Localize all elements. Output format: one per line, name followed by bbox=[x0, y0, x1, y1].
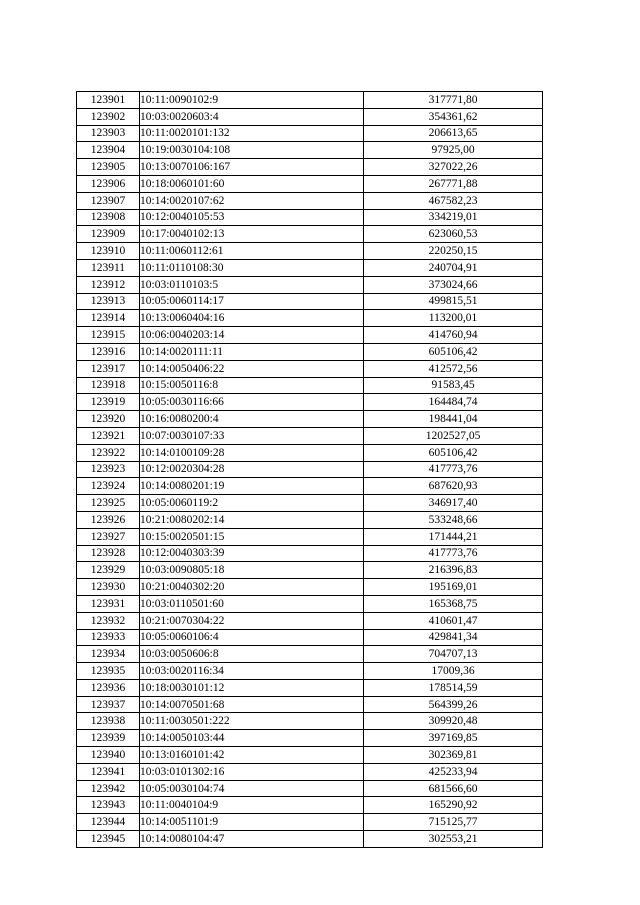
amount-cell: 623060,53 bbox=[364, 226, 543, 243]
row-id-cell: 123901 bbox=[77, 92, 140, 109]
cadastral-code-cell: 10:11:0040104:9 bbox=[140, 797, 364, 814]
cadastral-code-cell: 10:11:0030501:222 bbox=[140, 713, 364, 730]
table-row bbox=[77, 495, 543, 512]
cadastral-code-cell: 10:12:0040303:39 bbox=[140, 545, 364, 562]
row-id-cell: 123902 bbox=[77, 108, 140, 125]
cadastral-code-cell: 10:14:0051101:9 bbox=[140, 814, 364, 831]
table-row bbox=[77, 276, 543, 293]
amount-cell: 533248,66 bbox=[364, 511, 543, 528]
amount-cell: 165368,75 bbox=[364, 595, 543, 612]
amount-cell: 171444,21 bbox=[364, 528, 543, 545]
amount-cell: 715125,77 bbox=[364, 814, 543, 831]
amount-cell: 309920,48 bbox=[364, 713, 543, 730]
amount-cell: 605106,42 bbox=[364, 343, 543, 360]
table-row bbox=[77, 259, 543, 276]
table-row bbox=[77, 696, 543, 713]
cadastral-code-cell: 10:03:0101302:16 bbox=[140, 763, 364, 780]
table-row bbox=[77, 343, 543, 360]
row-id-cell: 123936 bbox=[77, 679, 140, 696]
amount-cell: 334219,01 bbox=[364, 209, 543, 226]
table-row bbox=[77, 192, 543, 209]
cadastral-code-cell: 10:21:0080202:14 bbox=[140, 511, 364, 528]
cadastral-code-cell: 10:14:0080104:47 bbox=[140, 831, 364, 848]
amount-cell: 206613,65 bbox=[364, 125, 543, 142]
table-row bbox=[77, 629, 543, 646]
amount-cell: 1202527,05 bbox=[364, 427, 543, 444]
table-row bbox=[77, 797, 543, 814]
row-id-cell: 123941 bbox=[77, 763, 140, 780]
cadastral-code-cell: 10:03:0110501:60 bbox=[140, 595, 364, 612]
table-row bbox=[77, 579, 543, 596]
amount-cell: 97925,00 bbox=[364, 142, 543, 159]
table-row bbox=[77, 108, 543, 125]
amount-cell: 302369,81 bbox=[364, 747, 543, 764]
amount-cell: 220250,15 bbox=[364, 243, 543, 260]
amount-cell: 198441,04 bbox=[364, 411, 543, 428]
row-id-cell: 123940 bbox=[77, 747, 140, 764]
amount-cell: 417773,76 bbox=[364, 545, 543, 562]
table-row bbox=[77, 814, 543, 831]
row-id-cell: 123913 bbox=[77, 293, 140, 310]
cadastral-code-cell: 10:03:0110103:5 bbox=[140, 276, 364, 293]
cadastral-code-cell: 10:15:0020501:15 bbox=[140, 528, 364, 545]
table-row bbox=[77, 595, 543, 612]
cadastral-code-cell: 10:12:0020304:28 bbox=[140, 461, 364, 478]
row-id-cell: 123904 bbox=[77, 142, 140, 159]
amount-cell: 681566,60 bbox=[364, 780, 543, 797]
amount-cell: 467582,23 bbox=[364, 192, 543, 209]
cadastral-code-cell: 10:14:0070501:68 bbox=[140, 696, 364, 713]
table-row bbox=[77, 327, 543, 344]
table-row bbox=[77, 125, 543, 142]
table-row bbox=[77, 763, 543, 780]
row-id-cell: 123933 bbox=[77, 629, 140, 646]
table-row bbox=[77, 293, 543, 310]
table-row bbox=[77, 545, 543, 562]
cadastral-code-cell: 10:11:0110108:30 bbox=[140, 259, 364, 276]
row-id-cell: 123939 bbox=[77, 730, 140, 747]
amount-cell: 687620,93 bbox=[364, 478, 543, 495]
cadastral-code-cell: 10:14:0050103:44 bbox=[140, 730, 364, 747]
table-row bbox=[77, 612, 543, 629]
row-id-cell: 123945 bbox=[77, 831, 140, 848]
row-id-cell: 123927 bbox=[77, 528, 140, 545]
row-id-cell: 123929 bbox=[77, 562, 140, 579]
amount-cell: 410601,47 bbox=[364, 612, 543, 629]
amount-cell: 429841,34 bbox=[364, 629, 543, 646]
cadastral-code-cell: 10:11:0090102:9 bbox=[140, 92, 364, 109]
row-id-cell: 123911 bbox=[77, 259, 140, 276]
row-id-cell: 123905 bbox=[77, 159, 140, 176]
amount-cell: 499815,51 bbox=[364, 293, 543, 310]
row-id-cell: 123943 bbox=[77, 797, 140, 814]
cadastral-code-cell: 10:05:0030104:74 bbox=[140, 780, 364, 797]
row-id-cell: 123931 bbox=[77, 595, 140, 612]
table-row bbox=[77, 663, 543, 680]
cadastral-code-cell: 10:17:0040102:13 bbox=[140, 226, 364, 243]
amount-cell: 354361,62 bbox=[364, 108, 543, 125]
amount-cell: 267771,88 bbox=[364, 175, 543, 192]
cadastral-code-cell: 10:14:0020111:11 bbox=[140, 343, 364, 360]
row-id-cell: 123928 bbox=[77, 545, 140, 562]
row-id-cell: 123932 bbox=[77, 612, 140, 629]
cadastral-code-cell: 10:21:0070304:22 bbox=[140, 612, 364, 629]
row-id-cell: 123914 bbox=[77, 310, 140, 327]
amount-cell: 240704,91 bbox=[364, 259, 543, 276]
table-row bbox=[77, 730, 543, 747]
amount-cell: 178514,59 bbox=[364, 679, 543, 696]
amount-cell: 605106,42 bbox=[364, 444, 543, 461]
cadastral-code-cell: 10:07:0030107:33 bbox=[140, 427, 364, 444]
cadastral-code-cell: 10:13:0070106:167 bbox=[140, 159, 364, 176]
amount-cell: 317771,80 bbox=[364, 92, 543, 109]
table-row bbox=[77, 360, 543, 377]
cadastral-code-cell: 10:18:0030101:12 bbox=[140, 679, 364, 696]
row-id-cell: 123906 bbox=[77, 175, 140, 192]
cadastral-code-cell: 10:16:0080200:4 bbox=[140, 411, 364, 428]
table-row bbox=[77, 310, 543, 327]
table-row bbox=[77, 243, 543, 260]
amount-cell: 346917,40 bbox=[364, 495, 543, 512]
table-row bbox=[77, 747, 543, 764]
table-row bbox=[77, 528, 543, 545]
row-id-cell: 123925 bbox=[77, 495, 140, 512]
row-id-cell: 123915 bbox=[77, 327, 140, 344]
table-row bbox=[77, 478, 543, 495]
row-id-cell: 123935 bbox=[77, 663, 140, 680]
row-id-cell: 123917 bbox=[77, 360, 140, 377]
cadastral-code-cell: 10:06:0040203:14 bbox=[140, 327, 364, 344]
cadastral-code-cell: 10:05:0060106:4 bbox=[140, 629, 364, 646]
table-row bbox=[77, 377, 543, 394]
amount-cell: 397169,85 bbox=[364, 730, 543, 747]
cadastral-code-cell: 10:05:0060114:17 bbox=[140, 293, 364, 310]
table-row bbox=[77, 226, 543, 243]
amount-cell: 425233,94 bbox=[364, 763, 543, 780]
cadastral-code-cell: 10:03:0090805:18 bbox=[140, 562, 364, 579]
amount-cell: 327022,26 bbox=[364, 159, 543, 176]
table-row bbox=[77, 444, 543, 461]
row-id-cell: 123934 bbox=[77, 646, 140, 663]
cadastral-code-cell: 10:05:0030116:66 bbox=[140, 394, 364, 411]
cadastral-code-cell: 10:03:0020116:34 bbox=[140, 663, 364, 680]
table-row bbox=[77, 411, 543, 428]
table-row bbox=[77, 427, 543, 444]
cadastral-code-cell: 10:18:0060101:60 bbox=[140, 175, 364, 192]
row-id-cell: 123923 bbox=[77, 461, 140, 478]
row-id-cell: 123919 bbox=[77, 394, 140, 411]
amount-cell: 17009,36 bbox=[364, 663, 543, 680]
amount-cell: 165290,92 bbox=[364, 797, 543, 814]
table-row bbox=[77, 92, 543, 109]
cadastral-code-cell: 10:14:0080201:19 bbox=[140, 478, 364, 495]
row-id-cell: 123924 bbox=[77, 478, 140, 495]
row-id-cell: 123916 bbox=[77, 343, 140, 360]
row-id-cell: 123910 bbox=[77, 243, 140, 260]
amount-cell: 564399,26 bbox=[364, 696, 543, 713]
amount-cell: 373024,66 bbox=[364, 276, 543, 293]
row-id-cell: 123921 bbox=[77, 427, 140, 444]
cadastral-code-cell: 10:11:0060112:61 bbox=[140, 243, 364, 260]
table-row bbox=[77, 713, 543, 730]
row-id-cell: 123937 bbox=[77, 696, 140, 713]
table-row bbox=[77, 461, 543, 478]
row-id-cell: 123912 bbox=[77, 276, 140, 293]
cadastral-code-cell: 10:11:0020101:132 bbox=[140, 125, 364, 142]
table-row bbox=[77, 511, 543, 528]
table-row bbox=[77, 679, 543, 696]
cadastral-code-cell: 10:14:0100109:28 bbox=[140, 444, 364, 461]
amount-cell: 414760,94 bbox=[364, 327, 543, 344]
row-id-cell: 123922 bbox=[77, 444, 140, 461]
row-id-cell: 123944 bbox=[77, 814, 140, 831]
cadastral-code-cell: 10:21:0040302:20 bbox=[140, 579, 364, 596]
table-row bbox=[77, 562, 543, 579]
records-table bbox=[76, 91, 543, 848]
amount-cell: 195169,01 bbox=[364, 579, 543, 596]
amount-cell: 113200,01 bbox=[364, 310, 543, 327]
table-row bbox=[77, 831, 543, 848]
records-table-body bbox=[77, 92, 543, 848]
row-id-cell: 123903 bbox=[77, 125, 140, 142]
table-row bbox=[77, 142, 543, 159]
cadastral-code-cell: 10:19:0030104:108 bbox=[140, 142, 364, 159]
amount-cell: 417773,76 bbox=[364, 461, 543, 478]
cadastral-code-cell: 10:13:0060404:16 bbox=[140, 310, 364, 327]
table-row bbox=[77, 175, 543, 192]
amount-cell: 412572,56 bbox=[364, 360, 543, 377]
row-id-cell: 123930 bbox=[77, 579, 140, 596]
cadastral-code-cell: 10:03:0050606:8 bbox=[140, 646, 364, 663]
row-id-cell: 123918 bbox=[77, 377, 140, 394]
table-row bbox=[77, 159, 543, 176]
row-id-cell: 123920 bbox=[77, 411, 140, 428]
row-id-cell: 123908 bbox=[77, 209, 140, 226]
cadastral-code-cell: 10:14:0020107:62 bbox=[140, 192, 364, 209]
row-id-cell: 123938 bbox=[77, 713, 140, 730]
cadastral-code-cell: 10:15:0050116:8 bbox=[140, 377, 364, 394]
amount-cell: 302553,21 bbox=[364, 831, 543, 848]
table-row bbox=[77, 780, 543, 797]
cadastral-code-cell: 10:13:0160101:42 bbox=[140, 747, 364, 764]
table-row bbox=[77, 394, 543, 411]
amount-cell: 164484,74 bbox=[364, 394, 543, 411]
table-row bbox=[77, 646, 543, 663]
amount-cell: 704707,13 bbox=[364, 646, 543, 663]
row-id-cell: 123942 bbox=[77, 780, 140, 797]
cadastral-code-cell: 10:12:0040105:53 bbox=[140, 209, 364, 226]
cadastral-code-cell: 10:14:0050406:22 bbox=[140, 360, 364, 377]
row-id-cell: 123909 bbox=[77, 226, 140, 243]
amount-cell: 91583,45 bbox=[364, 377, 543, 394]
row-id-cell: 123907 bbox=[77, 192, 140, 209]
table-row bbox=[77, 209, 543, 226]
cadastral-code-cell: 10:05:0060119:2 bbox=[140, 495, 364, 512]
cadastral-code-cell: 10:03:0020603:4 bbox=[140, 108, 364, 125]
amount-cell: 216396,83 bbox=[364, 562, 543, 579]
row-id-cell: 123926 bbox=[77, 511, 140, 528]
